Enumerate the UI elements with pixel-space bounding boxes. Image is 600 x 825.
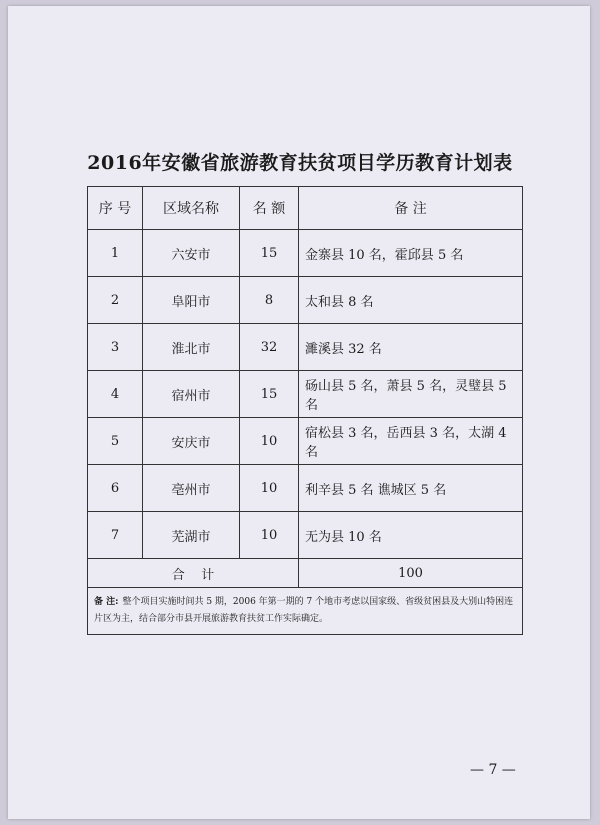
row-note: 金寨县 10 名，霍邱县 5 名 bbox=[299, 230, 523, 277]
row-region: 亳州市 bbox=[143, 465, 240, 512]
row-quota: 32 bbox=[240, 324, 299, 371]
table-row bbox=[88, 512, 523, 559]
total-label: 合 计 bbox=[88, 559, 299, 588]
total-row bbox=[88, 559, 523, 588]
row-note: 太和县 8 名 bbox=[299, 277, 523, 324]
table-row bbox=[88, 371, 523, 418]
remark-text: 整个项目实施时间共 5 期，2006 年第一期的 7 个地市考虑以国家级、省级贫困县及大别山特困连片区为主，结合部分市县开展旅游教育扶贫工作实际确定。 bbox=[94, 597, 514, 624]
row-no: 5 bbox=[88, 418, 143, 465]
remark-row bbox=[88, 588, 523, 635]
header-region: 区域名称 bbox=[143, 187, 240, 230]
row-quota: 15 bbox=[240, 230, 299, 277]
row-no: 3 bbox=[88, 324, 143, 371]
row-quota: 10 bbox=[240, 418, 299, 465]
row-no: 6 bbox=[88, 465, 143, 512]
document-title: 2016年安徽省旅游教育扶贫项目学历教育计划表 bbox=[87, 152, 513, 174]
table-row bbox=[88, 465, 523, 512]
header-no: 序 号 bbox=[88, 187, 143, 230]
row-no: 1 bbox=[88, 230, 143, 277]
row-note: 宿松县 3 名，岳西县 3 名，太湖 4 名 bbox=[299, 418, 523, 465]
row-no: 4 bbox=[88, 371, 143, 418]
total-value: 100 bbox=[299, 559, 523, 588]
row-no: 7 bbox=[88, 512, 143, 559]
remark-cell bbox=[88, 588, 523, 635]
header-quota: 名 额 bbox=[240, 187, 299, 230]
header-note: 备 注 bbox=[299, 187, 523, 230]
row-region: 芜湖市 bbox=[143, 512, 240, 559]
row-no: 2 bbox=[88, 277, 143, 324]
row-note: 无为县 10 名 bbox=[299, 512, 523, 559]
row-quota: 8 bbox=[240, 277, 299, 324]
table-row bbox=[88, 277, 523, 324]
table-row bbox=[88, 324, 523, 371]
table-row bbox=[88, 418, 523, 465]
row-region: 宿州市 bbox=[143, 371, 240, 418]
table-header-row bbox=[88, 187, 523, 230]
row-region: 淮北市 bbox=[143, 324, 240, 371]
row-note: 利辛县 5 名 谯城区 5 名 bbox=[299, 465, 523, 512]
table-row bbox=[88, 230, 523, 277]
row-quota: 10 bbox=[240, 465, 299, 512]
row-note: 砀山县 5 名，萧县 5 名，灵璧县 5 名 bbox=[299, 371, 523, 418]
page-number: — 7 — bbox=[470, 762, 516, 778]
row-region: 安庆市 bbox=[143, 418, 240, 465]
row-quota: 10 bbox=[240, 512, 299, 559]
row-note: 濉溪县 32 名 bbox=[299, 324, 523, 371]
plan-table bbox=[87, 186, 523, 635]
row-region: 阜阳市 bbox=[143, 277, 240, 324]
row-quota: 15 bbox=[240, 371, 299, 418]
row-region: 六安市 bbox=[143, 230, 240, 277]
remark-label: 备 注: bbox=[94, 597, 119, 607]
